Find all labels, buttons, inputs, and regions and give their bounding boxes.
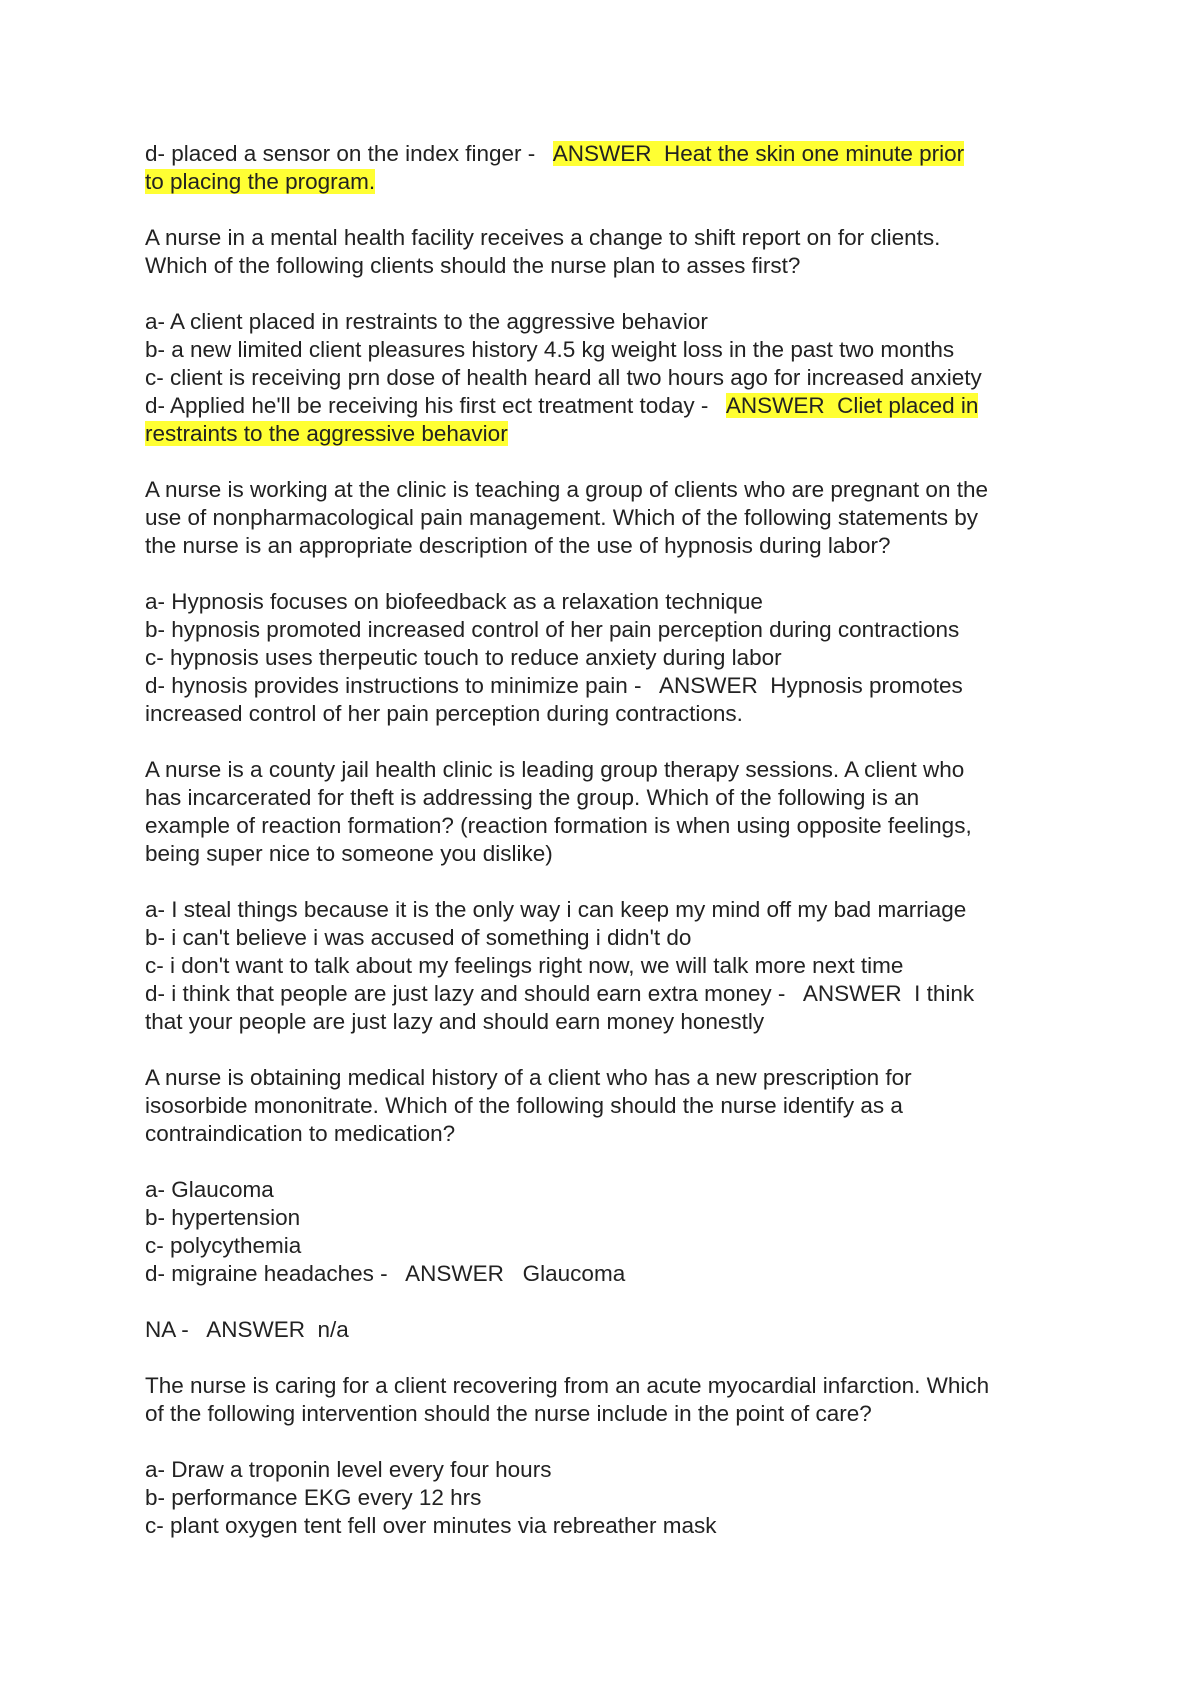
q1-answer-line-2 (145, 420, 1065, 448)
q4-option-c: c- polycythemia (145, 1233, 302, 1258)
q4-option-d: d- migraine headaches - ANSWER Glaucoma (145, 1261, 626, 1286)
q1-option-d-text: d- Applied he'll be receiving his first ect treatment today - (145, 393, 726, 418)
q3-option-b: b- i can't believe i was accused of something i didn't do (145, 925, 692, 950)
q0-answer-line-1 (145, 140, 1065, 168)
q4-stem-3: contraindication to medication? (145, 1121, 456, 1146)
q3-stem-2: has incarcerated for theft is addressing the group. Which of the following is an (145, 785, 920, 810)
q2-answer-line-2: increased control of her pain perception during contractions. (145, 701, 743, 726)
q6-option-c: c- plant oxygen tent fell over minutes via rebreather mask (145, 1513, 717, 1538)
q1-option-b: b- a new limited client pleasures history 4.5 kg weight loss in the past two months (145, 337, 955, 362)
q4-stem-1: A nurse is obtaining medical history of a client who has a new prescription for (145, 1065, 912, 1090)
q3-answer-line-2: that your people are just lazy and should earn money honestly (145, 1009, 765, 1034)
q4-option-b: b- hypertension (145, 1205, 301, 1230)
q1-stem-1: A nurse in a mental health facility receives a change to shift report on for clients. (145, 225, 941, 250)
q2-stem-2: use of nonpharmacological pain management. Which of the following statements by (145, 505, 978, 530)
document-page (145, 140, 1065, 1540)
q6-stem-2: of the following intervention should the nurse include in the point of care? (145, 1401, 872, 1426)
q2-stem-3: the nurse is an appropriate description of the use of hypnosis during labor? (145, 533, 891, 558)
q0-answer-highlight: ANSWER Heat the skin one minute prior (552, 141, 965, 166)
q1-stem-2: Which of the following clients should the nurse plan to asses first? (145, 253, 801, 278)
q3-option-d: d- i think that people are just lazy and should earn extra money - ANSWER I think (145, 981, 975, 1006)
q6-stem-1: The nurse is caring for a client recovering from an acute myocardial infarction. Which (145, 1373, 990, 1398)
q5-line: NA - ANSWER n/a (145, 1317, 349, 1342)
q0-option-d: d- placed a sensor on the index finger - (145, 141, 553, 166)
q1-answer-highlight: ANSWER Cliet placed in (725, 393, 979, 418)
q6-option-a: a- Draw a troponin level every four hours (145, 1457, 552, 1482)
q4-option-a: a- Glaucoma (145, 1177, 274, 1202)
q1-option-d (145, 392, 1065, 420)
q3-option-c: c- i don't want to talk about my feelings right now, we will talk more next time (145, 953, 904, 978)
q6-option-b: b- performance EKG every 12 hrs (145, 1485, 482, 1510)
q2-option-c: c- hypnosis uses therpeutic touch to reduce anxiety during labor (145, 645, 782, 670)
q1-option-c: c- client is receiving prn dose of health heard all two hours ago for increased anxiety (145, 365, 982, 390)
q3-stem-1: A nurse is a county jail health clinic is leading group therapy sessions. A client who (145, 757, 965, 782)
q2-stem-1: A nurse is working at the clinic is teaching a group of clients who are pregnant on the (145, 477, 988, 502)
q1-option-a: a- A client placed in restraints to the aggressive behavior (145, 309, 708, 334)
q2-option-b: b- hypnosis promoted increased control of her pain perception during contractions (145, 617, 960, 642)
q3-stem-4: being super nice to someone you dislike) (145, 841, 553, 866)
q3-option-a: a- I steal things because it is the only way i can keep my mind off my bad marriage (145, 897, 967, 922)
q0-answer-highlight-cont: to placing the program. (145, 169, 376, 194)
q3-stem-3: example of reaction formation? (reaction formation is when using opposite feelings, (145, 813, 972, 838)
q2-option-d: d- hynosis provides instructions to minimize pain - ANSWER Hypnosis promotes (145, 673, 963, 698)
q0-answer-line-2 (145, 168, 1065, 196)
q1-answer-highlight-cont: restraints to the aggressive behavior (145, 421, 508, 446)
q4-stem-2: isosorbide mononitrate. Which of the following should the nurse identify as a (145, 1093, 903, 1118)
q2-option-a: a- Hypnosis focuses on biofeedback as a relaxation technique (145, 589, 763, 614)
